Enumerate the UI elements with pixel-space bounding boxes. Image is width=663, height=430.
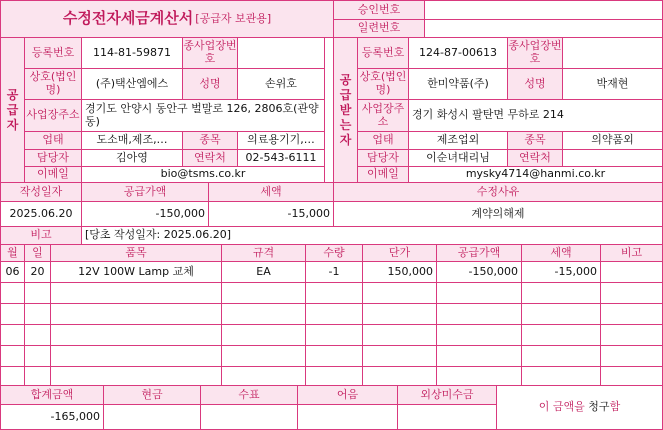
items-header-supply: 공급가액 (436, 244, 522, 262)
item-cell-price (362, 345, 437, 367)
item-cell-month (0, 324, 25, 346)
buyer-side-label: 공 급 받 는 자 (333, 37, 358, 183)
tax-amount: -15,000 (208, 201, 334, 227)
memo: [당초 작성일자: 2025.06.20] (81, 226, 663, 245)
issue-date: 2025.06.20 (0, 201, 82, 227)
claim-prefix: 이 금액을 (538, 400, 585, 414)
serial-number-label: 일련번호 (333, 19, 425, 38)
item-cell-tax (521, 366, 601, 386)
supplier-biz-item: 의료용기기,… (237, 131, 325, 150)
supplier-phone: 02-543-6111 (237, 149, 325, 167)
item-cell-tax (521, 303, 601, 325)
item-cell-tax (521, 282, 601, 304)
item-cell-spec (221, 366, 306, 386)
items-header-note: 비고 (600, 244, 663, 262)
item-cell-note (600, 366, 663, 386)
item-cell-item (50, 345, 222, 367)
items-header-price: 단가 (362, 244, 437, 262)
cash-amount (103, 404, 201, 430)
buyer-biz-item-label: 종목 (507, 131, 563, 150)
bill-amount (297, 404, 398, 430)
buyer-biz-item: 의약품외 (562, 131, 663, 150)
item-cell-qty (305, 324, 363, 346)
item-cell-supply (436, 324, 522, 346)
approval-number-label: 승인번호 (333, 0, 425, 20)
item-cell-price (362, 303, 437, 325)
supplier-biz-item-label: 종목 (182, 131, 238, 150)
item-cell-qty (305, 303, 363, 325)
item-cell-price: 150,000 (362, 261, 437, 283)
revision-reason-label: 수정사유 (333, 182, 663, 202)
item-cell-item (50, 303, 222, 325)
item-cell-day: 20 (24, 261, 51, 283)
invoice-title-text: 수정전자세금계산서 (62, 9, 194, 28)
item-cell-tax: -15,000 (521, 261, 601, 283)
item-cell-item: 12V 100W Lamp 교체 (50, 261, 222, 283)
cash-label: 현금 (103, 385, 201, 405)
item-cell-day (24, 282, 51, 304)
buyer-reg-label: 등록번호 (357, 37, 409, 69)
buyer-email: mysky4714@hanmi.co.kr (408, 166, 663, 183)
item-cell-month (0, 345, 25, 367)
items-header-day: 일 (24, 244, 51, 262)
item-cell-month (0, 366, 25, 386)
supplier-biz-type: 도소매,제조,… (81, 131, 183, 150)
item-cell-item (50, 282, 222, 304)
supplier-name-label: 상호(법인명) (24, 68, 82, 100)
buyer-rep-label: 성명 (507, 68, 563, 100)
bill-label: 어음 (297, 385, 398, 405)
invoice-copy-label: [공급자 보관용] (195, 11, 272, 25)
item-cell-spec: EA (221, 261, 306, 283)
item-cell-tax (521, 324, 601, 346)
supplier-branch-number (237, 37, 325, 69)
item-cell-note (600, 261, 663, 283)
issue-date-label: 작성일자 (0, 182, 82, 202)
item-cell-qty: -1 (305, 261, 363, 283)
revision-reason: 계약의해제 (333, 201, 663, 227)
supplier-phone-label: 연락처 (182, 149, 238, 167)
item-cell-note (600, 303, 663, 325)
supplier-reg-number: 114-81-59871 (81, 37, 183, 69)
supplier-address-label: 사업장주소 (24, 99, 82, 132)
serial-number-value (424, 19, 663, 38)
total-label: 합계금액 (0, 385, 104, 405)
claim-word: 청구 (588, 400, 610, 414)
item-cell-item (50, 366, 222, 386)
supply-amount-label: 공급가액 (81, 182, 209, 202)
buyer-biz-type: 제조업외 (408, 131, 508, 150)
approval-number-value (424, 0, 663, 20)
item-cell-note (600, 324, 663, 346)
item-cell-price (362, 324, 437, 346)
claim-statement (496, 385, 663, 430)
supplier-rep-label: 성명 (182, 68, 238, 100)
item-cell-spec (221, 324, 306, 346)
item-cell-price (362, 282, 437, 304)
item-cell-note (600, 282, 663, 304)
items-header-qty: 수량 (305, 244, 363, 262)
buyer-contact-label: 담당자 (357, 149, 409, 167)
items-header-month: 월 (0, 244, 25, 262)
supplier-branch-label: 종사업장번호 (182, 37, 238, 69)
item-cell-note (600, 345, 663, 367)
buyer-company-name: 한미약품(주) (408, 68, 508, 100)
item-cell-price (362, 366, 437, 386)
item-cell-supply (436, 282, 522, 304)
supplier-contact-label: 담당자 (24, 149, 82, 167)
buyer-branch-number (562, 37, 663, 69)
item-cell-day (24, 345, 51, 367)
check-label: 수표 (200, 385, 298, 405)
items-header-item: 품목 (50, 244, 222, 262)
item-cell-supply (436, 345, 522, 367)
item-cell-month: 06 (0, 261, 25, 283)
item-cell-qty (305, 282, 363, 304)
item-cell-day (24, 324, 51, 346)
supplier-email-label: 이메일 (24, 166, 82, 183)
supplier-email: bio@tsms.co.kr (81, 166, 325, 183)
supplier-contact: 김아영 (81, 149, 183, 167)
memo-label: 비고 (0, 226, 82, 245)
item-cell-qty (305, 366, 363, 386)
item-cell-spec (221, 345, 306, 367)
check-amount (200, 404, 298, 430)
item-cell-spec (221, 303, 306, 325)
buyer-name-label: 상호(법인명) (357, 68, 409, 100)
buyer-rep-name: 박재현 (562, 68, 663, 100)
credit-amount (397, 404, 497, 430)
supply-amount: -150,000 (81, 201, 209, 227)
supplier-address: 경기도 안양시 동안구 벌말로 126, 2806호(관양동) (81, 99, 325, 132)
total-amount: -165,000 (0, 404, 104, 430)
buyer-address: 경기 화성시 팔탄면 무하로 214 (408, 99, 663, 132)
buyer-email-label: 이메일 (357, 166, 409, 183)
buyer-address-label: 사업장주소 (357, 99, 409, 132)
supplier-side-label: 공 급 자 (0, 37, 25, 183)
item-cell-supply (436, 303, 522, 325)
credit-label: 외상미수금 (397, 385, 497, 405)
supplier-company-name: (주)택산엠에스 (81, 68, 183, 100)
buyer-biz-type-label: 업태 (357, 131, 409, 150)
tax-amount-label: 세액 (208, 182, 334, 202)
item-cell-supply: -150,000 (436, 261, 522, 283)
items-header-spec: 규격 (221, 244, 306, 262)
item-cell-qty (305, 345, 363, 367)
buyer-branch-label: 종사업장번호 (507, 37, 563, 69)
items-header-tax: 세액 (521, 244, 601, 262)
item-cell-day (24, 303, 51, 325)
invoice-title (0, 0, 334, 38)
supplier-rep-name: 손위호 (237, 68, 325, 100)
supplier-biz-type-label: 업태 (24, 131, 82, 150)
buyer-phone-label: 연락처 (507, 149, 563, 167)
item-cell-month (0, 303, 25, 325)
item-cell-day (24, 366, 51, 386)
buyer-phone (562, 149, 663, 167)
item-cell-tax (521, 345, 601, 367)
item-cell-spec (221, 282, 306, 304)
supplier-reg-label: 등록번호 (24, 37, 82, 69)
item-cell-supply (436, 366, 522, 386)
item-cell-month (0, 282, 25, 304)
buyer-reg-number: 124-87-00613 (408, 37, 508, 69)
buyer-contact: 이순녀대리님 (408, 149, 508, 167)
claim-suffix: 함 (609, 400, 621, 414)
item-cell-item (50, 324, 222, 346)
